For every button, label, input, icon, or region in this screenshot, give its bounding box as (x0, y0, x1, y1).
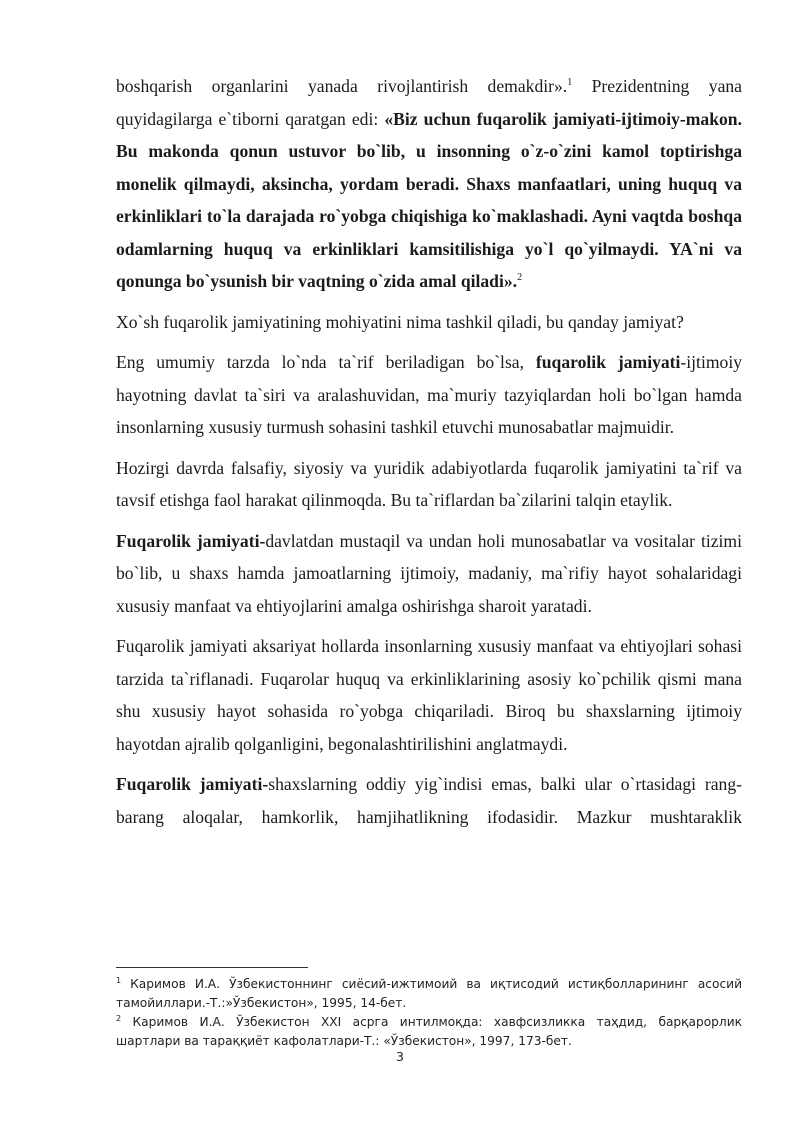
text-run: Eng umumiy tarzda lo`nda ta`rif beriladigan bo`lsa, (116, 352, 536, 372)
text-run: davlatdan mustaqil va undan holi munosabatlar va vositalar tizimi bo`lib, u shaxs hamda jamoatlarning ijtimoiy, madaniy, ma`rifiy hayot sohalaridagi xususiy manfaat va ehtiyojlarini amalga oshirishga sharoit yaratadi. (116, 530, 742, 616)
paragraph-3 (116, 346, 742, 444)
body-text (116, 70, 742, 841)
footnotes (116, 975, 742, 1051)
footnote-2 (116, 1013, 742, 1051)
paragraph-5 (116, 525, 742, 623)
footnote-number: 2 (116, 1013, 122, 1023)
text-run: boshqarish organlarini yanada rivojlantirish demakdir». (116, 76, 568, 96)
footnote-text: Каримов И.А. Ўзбекистон XXI асрга интилмоқда: хавфсизликка таҳдид, барқарорлик шартлари ва тараққиёт кафолатлари-Т.: «Ўзбекистон», 1997, 173-бет. (116, 1015, 742, 1048)
text-run: Prezidentning yana quyidagilarga e`tiborni qaratgan edi: (116, 76, 742, 129)
paragraph-6: Fuqarolik jamiyati aksariyat hollarda insonlarning xususiy manfaat va ehtiyojlari sohasi tarzida ta`riflanadi. Fuqarolar huquq va erkinliklarining asosiy ko`pchilik qismi mana shu xususiy hayot sohasida ro`yobga chiqariladi. Biroq bu shaxslarning ijtimoiy hayotdan ajralib qolganligini, begonalashtirilishini anglatmaydi. (116, 636, 742, 754)
paragraph-7 (116, 768, 742, 833)
footnote-ref-2[interactable]: 2 (517, 272, 523, 284)
page-number: 3 (396, 1049, 404, 1064)
term-bold: Fuqarolik jamiyati- (116, 774, 269, 794)
footnote-number: 1 (116, 975, 122, 985)
paragraph-4: Hozirgi davrda falsafiy, siyosiy va yuridik adabiyotlarda fuqarolik jamiyatini ta`rif va tavsif etishga faol harakat qilinmoqda. Bu ta`riflardan ba`zilarini talqin etaylik. (116, 457, 742, 510)
footnote-separator (116, 967, 308, 968)
text-run: shaxslarning oddiy yig`indisi emas, balki ular o`rtasidagi rang-barang aloqalar, hamkorlik, hamjihatlikning ifodasidir. Mazkur mushtaraklik (116, 774, 743, 827)
term-bold: fuqarolik jamiyati (535, 352, 681, 372)
text-run: -ijtimoiy hayotning davlat ta`siri va aralashuvidan, ma`muriy tazyiqlardan holi bo`lgan hamda insonlarning xususiy turmush sohasini tashkil etuvchi munosabatlar majmuidir. (116, 352, 742, 437)
footnote-ref-1[interactable]: 1 (567, 77, 573, 89)
footnote-text: Каримов И.А. Ўзбекистоннинг сиёсий-ижтимоий ва иқтисодий истиқболларининг асосий тамойиллари.-Т.:»Ўзбекистон», 1995, 14-бет. (116, 977, 742, 1010)
paragraph-1 (116, 70, 742, 298)
footnote-1 (116, 975, 742, 1013)
paragraph-2: Xo`sh fuqarolik jamiyatining mohiyatini nima tashkil qiladi, bu qanday jamiyat? (116, 311, 684, 332)
term-bold: Fuqarolik jamiyati- (116, 530, 266, 551)
quote-bold: «Biz uchun fuqarolik jamiyati-ijtimoiy-makon. Bu makonda qonun ustuvor bo`lib, u insonning o`z-o`zini kamol toptirishga monelik qilmaydi, aksincha, yordam beradi. Shaxs manfaatlari, uning huquq va erkinliklari to`la darajada ro`yobga chiqishiga ko`maklashadi. Ayni vaqtda boshqa odamlarning huquq va erkinliklari kamsitilishiga yo`l qo`yilmaydi. YA`ni va qonunga bo`ysunish bir vaqtning o`zida amal qiladi». (116, 108, 742, 291)
